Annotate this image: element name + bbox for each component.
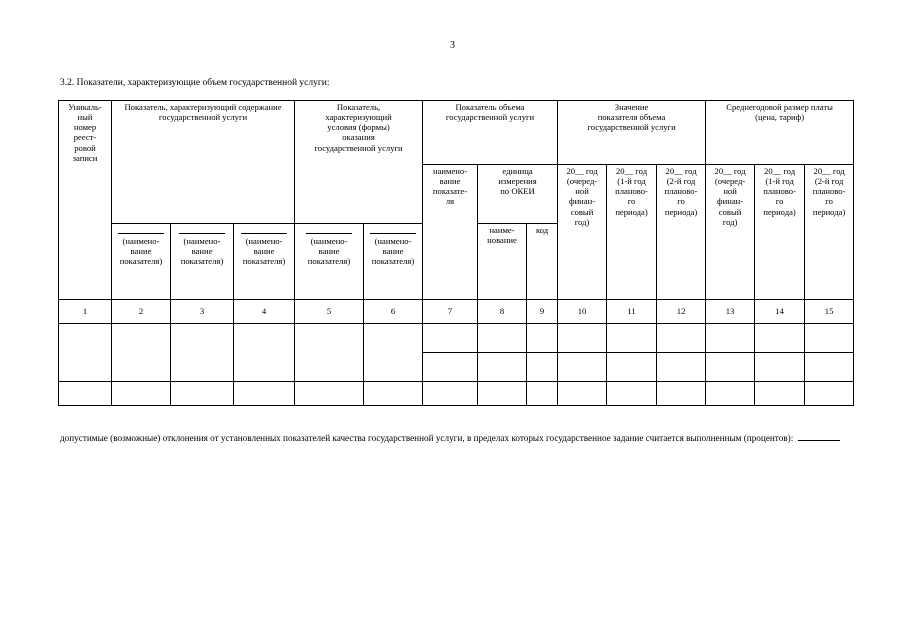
table-cell[interactable] <box>478 353 527 382</box>
table-cell[interactable] <box>607 324 657 353</box>
header-unit-code: код <box>527 224 558 300</box>
header-year-4: 20__ год (очеред- ной финан- совый год) <box>706 165 755 300</box>
column-number: 15 <box>805 300 854 324</box>
table-cell[interactable] <box>423 353 478 382</box>
column-number: 1 <box>59 300 112 324</box>
table-cell[interactable] <box>234 382 295 406</box>
header-unit-name: наиме- нование <box>478 224 527 300</box>
table-cell[interactable] <box>112 324 171 382</box>
table-cell[interactable] <box>112 382 171 406</box>
table-cell[interactable] <box>706 324 755 353</box>
column-number: 11 <box>607 300 657 324</box>
indicator-name-label: (наимено- вание показателя) <box>307 236 351 267</box>
table-cell[interactable] <box>527 324 558 353</box>
column-number: 7 <box>423 300 478 324</box>
header-unit-okei: единица измерения по ОКЕИ <box>478 165 558 224</box>
column-number: 12 <box>657 300 706 324</box>
header-volume-indicator: Показатель объема государственной услуги <box>423 101 558 165</box>
table-cell[interactable] <box>607 382 657 406</box>
percent-fill-line[interactable] <box>798 432 840 441</box>
table-cell[interactable] <box>527 353 558 382</box>
table-cell[interactable] <box>558 353 607 382</box>
column-number: 10 <box>558 300 607 324</box>
column-number: 14 <box>755 300 805 324</box>
table-row <box>59 382 854 406</box>
indicator-name-label: (наимено- вание показателя) <box>371 236 415 267</box>
table-cell[interactable] <box>59 382 112 406</box>
table-cell[interactable] <box>805 353 854 382</box>
header-year-1: 20__ год (очеред- ной финан- совый год) <box>558 165 607 300</box>
table-cell[interactable] <box>558 324 607 353</box>
column-number: 6 <box>364 300 423 324</box>
indicator-name-label: (наимено- вание показателя) <box>242 236 286 267</box>
header-indicator-name: наимено- вание показате- ля <box>423 165 478 300</box>
section-title: 3.2. Показатели, характеризующие объем государственной услуги: <box>60 78 330 88</box>
column-number: 8 <box>478 300 527 324</box>
table-cell[interactable] <box>364 324 423 382</box>
header-volume-value: Значение показателя объема государственной услуги <box>558 101 706 165</box>
table-cell[interactable] <box>657 353 706 382</box>
table-cell[interactable] <box>295 382 364 406</box>
table-cell[interactable] <box>805 324 854 353</box>
page-number: 3 <box>450 40 455 51</box>
table-cell[interactable] <box>171 382 234 406</box>
indicator-name-label: (наимено- вание показателя) <box>180 236 224 267</box>
table-row <box>59 324 854 353</box>
indicator-name-label: (наимено- вание показателя) <box>119 236 163 267</box>
header-content-indicator: Показатель, характеризующий содержание государственной услуги <box>112 101 295 224</box>
table-cell[interactable] <box>527 382 558 406</box>
table-cell[interactable] <box>59 324 112 382</box>
column-number: 5 <box>295 300 364 324</box>
table-cell[interactable] <box>657 324 706 353</box>
volume-indicators-table <box>58 100 854 406</box>
table-cell[interactable] <box>364 382 423 406</box>
column-number: 2 <box>112 300 171 324</box>
table-cell[interactable] <box>558 382 607 406</box>
header-average-fee: Среднегодовой размер платы (цена, тариф) <box>706 101 854 165</box>
column-number: 4 <box>234 300 295 324</box>
table-cell[interactable] <box>706 353 755 382</box>
table-cell[interactable] <box>234 324 295 382</box>
deviation-note-text: допустимые (возможные) отклонения от установленных показателей качества государственной услуги, в пределах которых государственное задание считается выполненным (процентов): <box>60 433 794 443</box>
table-cell[interactable] <box>171 324 234 382</box>
header-year-3: 20__ год (2-й год планово- го периода) <box>657 165 706 300</box>
table-cell[interactable] <box>706 382 755 406</box>
column-number: 13 <box>706 300 755 324</box>
table-cell[interactable] <box>423 382 478 406</box>
table-cell[interactable] <box>755 324 805 353</box>
column-number: 9 <box>527 300 558 324</box>
conditions-indicator-cell-2 <box>364 224 423 300</box>
table-cell[interactable] <box>478 382 527 406</box>
header-unique-number: Уникаль- ный номер реест- ровой записи <box>59 101 112 300</box>
table-cell[interactable] <box>657 382 706 406</box>
table-cell[interactable] <box>295 324 364 382</box>
conditions-indicator-cell-1 <box>295 224 364 300</box>
table-cell[interactable] <box>423 324 478 353</box>
content-indicator-cell-3 <box>234 224 295 300</box>
table-cell[interactable] <box>607 353 657 382</box>
content-indicator-cell-2 <box>171 224 234 300</box>
header-year-5: 20__ год (1-й год планово- го периода) <box>755 165 805 300</box>
table-cell[interactable] <box>478 324 527 353</box>
header-row-1 <box>59 101 854 165</box>
header-year-2: 20__ год (1-й год планово- го периода) <box>607 165 657 300</box>
column-number: 3 <box>171 300 234 324</box>
header-year-6: 20__ год (2-й год планово- го периода) <box>805 165 854 300</box>
table-cell[interactable] <box>755 353 805 382</box>
column-number-row <box>59 300 854 324</box>
table-cell[interactable] <box>755 382 805 406</box>
header-conditions-indicator: Показатель, характеризующий условия (формы) оказания государственной услуги <box>295 101 423 224</box>
content-indicator-cell-1 <box>112 224 171 300</box>
table-cell[interactable] <box>805 382 854 406</box>
deviation-note <box>60 432 874 444</box>
